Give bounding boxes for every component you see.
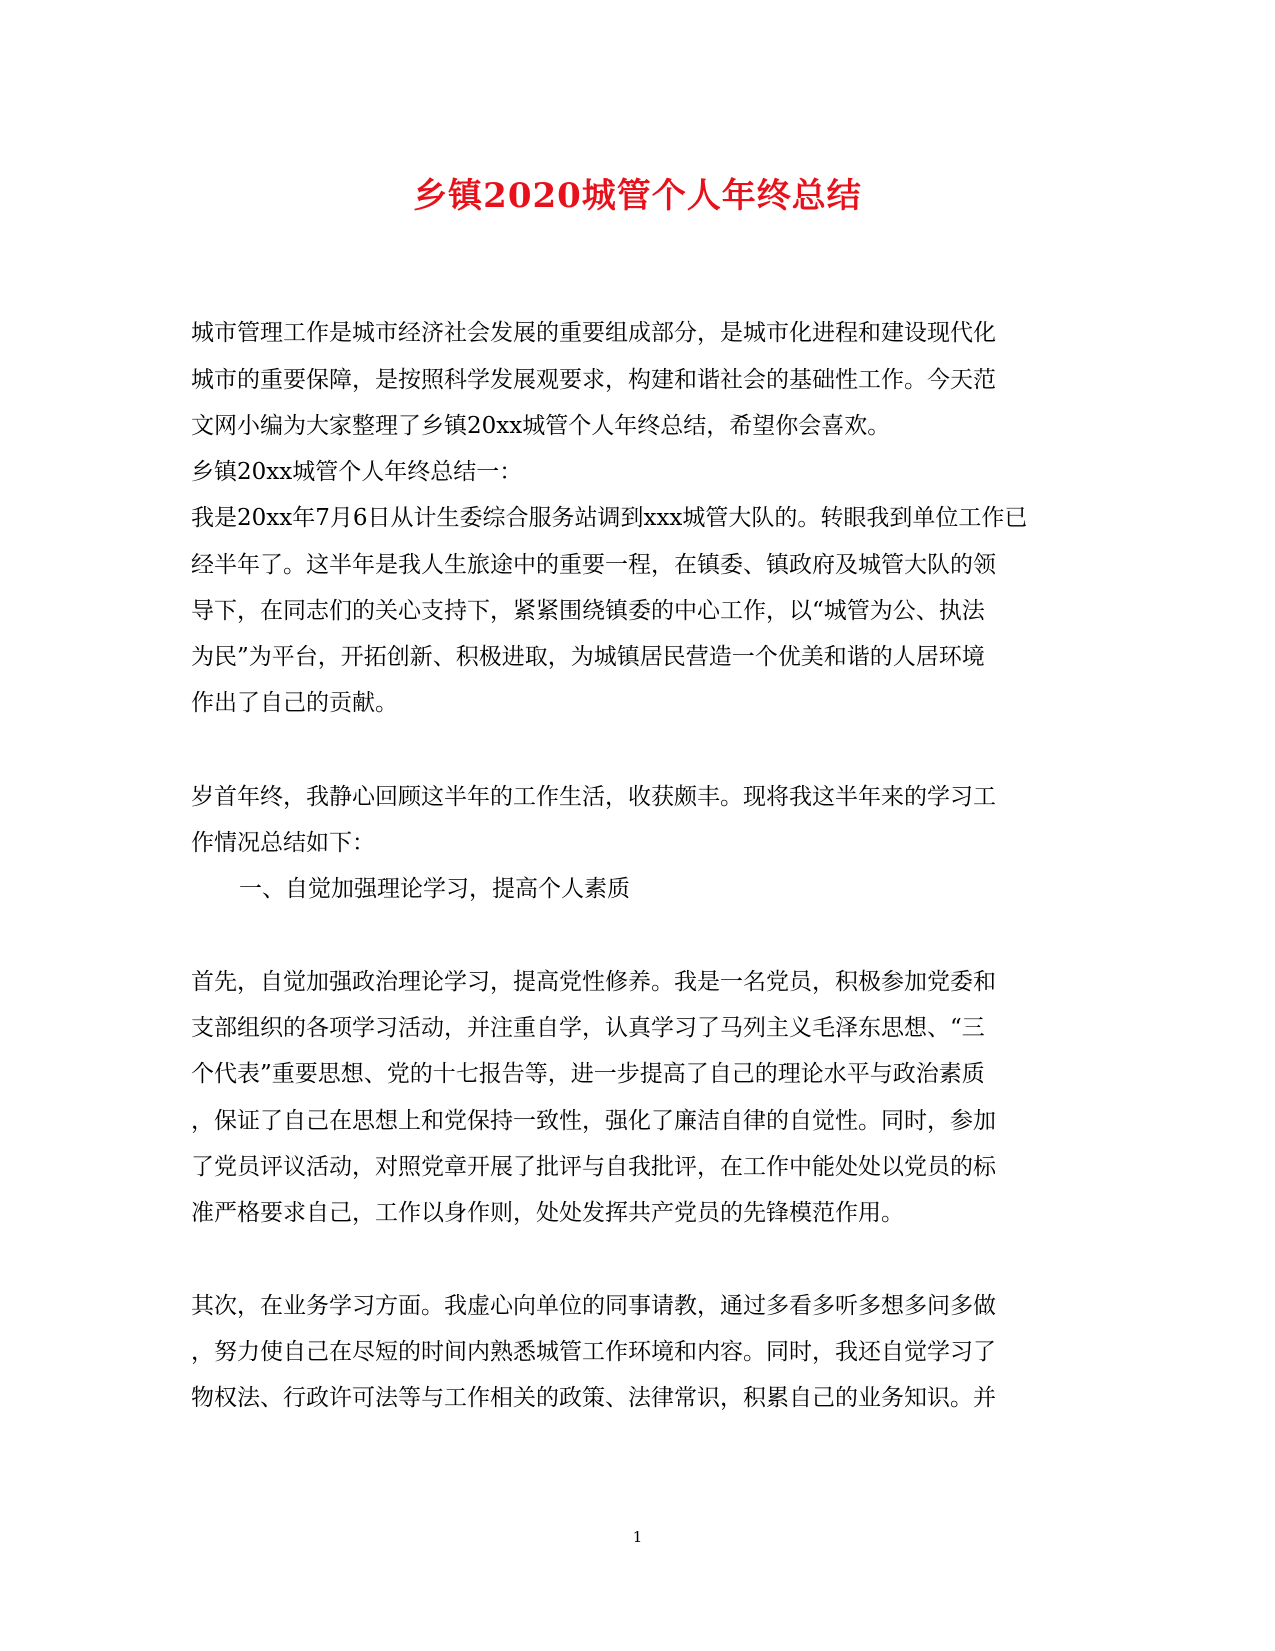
body-line: 城市管理工作是城市经济社会发展的重要组成部分，是城市化进程和建设现代化 <box>191 320 996 346</box>
body-line: 为民”为平台，开拓创新、积极进取，为城镇居民营造一个优美和谐的人居环境 <box>191 644 985 670</box>
body-line: 经半年了。这半年是我人生旅途中的重要一程，在镇委、镇政府及城管大队的领 <box>191 552 996 578</box>
body-line: 乡镇20xx城管个人年终总结一： <box>191 459 523 485</box>
body-line: 作出了自己的贡献。 <box>191 690 398 716</box>
body-line: 其次，在业务学习方面。我虚心向单位的同事请教，通过多看多听多想多问多做 <box>191 1293 996 1319</box>
body-line: 作情况总结如下： <box>191 830 375 856</box>
section-heading: 一、自觉加强理论学习，提高个人素质 <box>239 876 630 902</box>
body-line: ，努力使自己在尽短的时间内熟悉城管工作环境和内容。同时，我还自觉学习了 <box>191 1339 996 1365</box>
body-line: 准严格要求自己，工作以身作则，处处发挥共产党员的先锋模范作用。 <box>191 1200 904 1226</box>
page-number: 1 <box>632 1528 643 1546</box>
body-line: ，保证了自己在思想上和党保持一致性，强化了廉洁自律的自觉性。同时，参加 <box>191 1108 996 1134</box>
body-line: 岁首年终，我静心回顾这半年的工作生活，收获颇丰。现将我这半年来的学习工 <box>191 784 996 810</box>
body-line: 了党员评议活动，对照党章开展了批评与自我批评，在工作中能处处以党员的标 <box>191 1154 996 1180</box>
document-title: 乡镇2020城管个人年终总结 <box>413 176 862 216</box>
body-line: 首先，自觉加强政治理论学习，提高党性修养。我是一名党员，积极参加党委和 <box>191 969 996 995</box>
body-line: 城市的重要保障，是按照科学发展观要求，构建和谐社会的基础性工作。今天范 <box>191 367 996 393</box>
body-line: 我是20xx年7月6日从计生委综合服务站调到xxx城管大队的。转眼我到单位工作已 <box>191 505 1028 531</box>
body-line: 个代表”重要思想、党的十七报告等，进一步提高了自己的理论水平与政治素质 <box>191 1061 985 1087</box>
body-line: 物权法、行政许可法等与工作相关的政策、法律常识，积累自己的业务知识。并 <box>191 1385 996 1411</box>
body-line: 支部组织的各项学习活动，并注重自学，认真学习了马列主义毛泽东思想、“三 <box>191 1015 985 1041</box>
body-line: 文网小编为大家整理了乡镇20xx城管个人年终总结，希望你会喜欢。 <box>191 413 891 439</box>
body-line: 导下，在同志们的关心支持下，紧紧围绕镇委的中心工作，以“城管为公、执法 <box>191 598 985 624</box>
